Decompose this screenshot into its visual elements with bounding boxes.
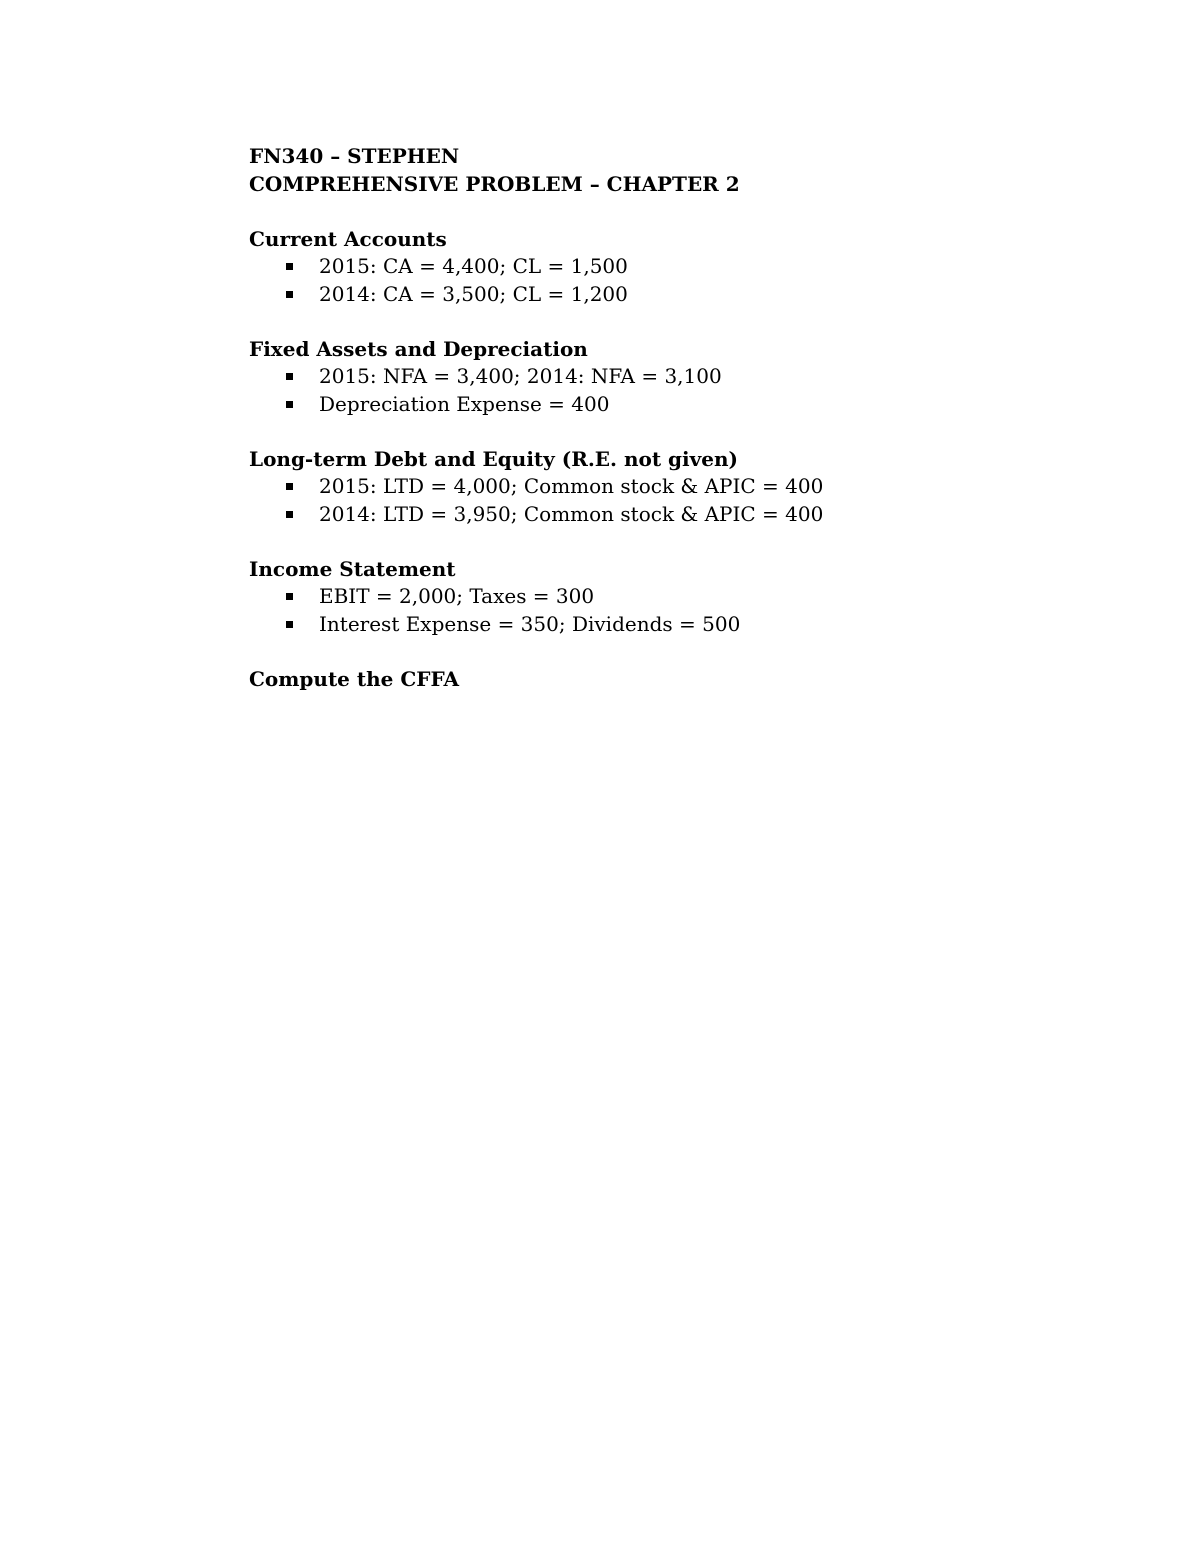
section-current-accounts <box>249 225 1049 308</box>
section-heading: Current Accounts <box>249 227 447 251</box>
list-item-text: EBIT = 2,000; Taxes = 300 <box>319 584 595 608</box>
section-fixed-assets <box>249 335 1049 418</box>
list-item <box>249 473 1049 501</box>
list-item <box>249 253 1049 281</box>
section-heading: Income Statement <box>249 557 456 581</box>
list-item-text: 2015: LTD = 4,000; Common stock & APIC = 400 <box>319 474 824 498</box>
square-bullet-icon <box>286 593 293 600</box>
list-item-text: 2014: LTD = 3,950; Common stock & APIC = 400 <box>319 501 824 526</box>
list-item <box>249 583 1049 611</box>
bullet-list <box>249 253 1049 308</box>
square-bullet-icon <box>286 483 293 490</box>
section-long-term-debt-equity <box>249 445 1049 528</box>
square-bullet-icon <box>286 373 293 380</box>
bullet-list <box>249 363 1049 418</box>
square-bullet-icon <box>286 291 293 298</box>
section-heading: Fixed Assets and Depreciation <box>249 337 588 361</box>
list-item <box>249 281 1049 309</box>
problem-title: COMPREHENSIVE PROBLEM – CHAPTER 2 <box>249 172 740 196</box>
list-item <box>249 611 1049 639</box>
section-heading: Long-term Debt and Equity (R.E. not given) <box>249 447 738 471</box>
bullet-list <box>249 473 1049 528</box>
list-item-text: Interest Expense = 350; Dividends = 500 <box>319 611 741 636</box>
list-item-text: 2015: NFA = 3,400; 2014: NFA = 3,100 <box>319 364 722 388</box>
bullet-list <box>249 583 1049 638</box>
course-title: FN340 – STEPHEN <box>249 144 460 168</box>
list-item <box>249 501 1049 529</box>
section-income-statement <box>249 555 1049 638</box>
list-item-text: 2015: CA = 4,400; CL = 1,500 <box>319 254 628 278</box>
section-task <box>249 665 1049 693</box>
document-content <box>249 142 1049 693</box>
list-item <box>249 391 1049 419</box>
square-bullet-icon <box>286 621 293 628</box>
square-bullet-icon <box>286 401 293 408</box>
square-bullet-icon <box>286 511 293 518</box>
list-item-text: 2014: CA = 3,500; CL = 1,200 <box>319 281 628 306</box>
list-item-text: Depreciation Expense = 400 <box>319 391 610 416</box>
square-bullet-icon <box>286 263 293 270</box>
task-prompt: Compute the CFFA <box>249 667 459 691</box>
list-item <box>249 363 1049 391</box>
